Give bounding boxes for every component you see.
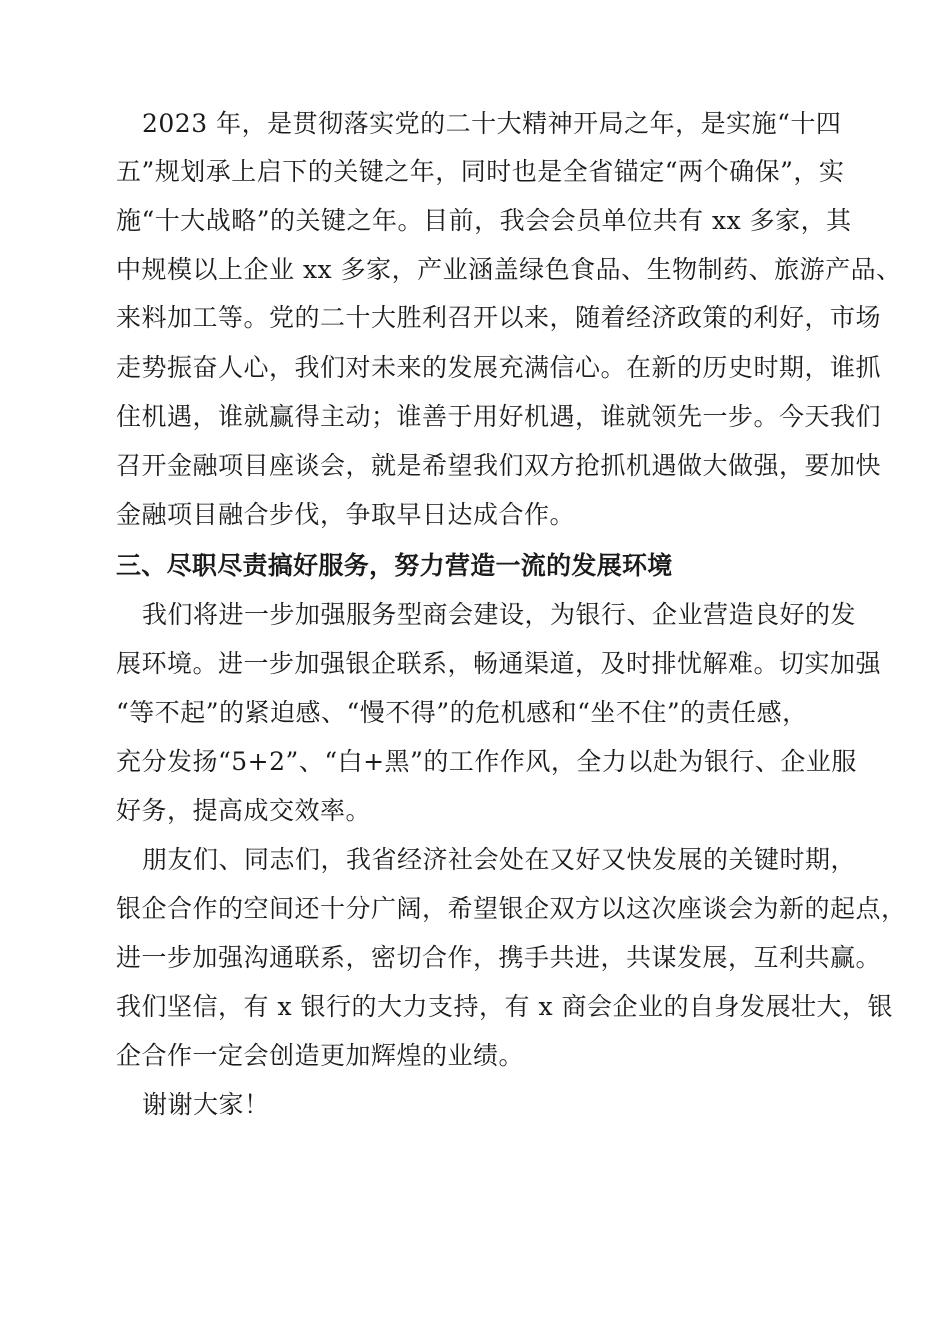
paragraph-2-line-3: “等不起”的紧迫感、“慢不得”的危机感和“坐不住”的责任感， [116, 698, 808, 727]
paragraph-2-line-5: 好务，提高成交效率。 [116, 796, 372, 825]
paragraph-3-line-2: 银企合作的空间还十分广阔，希望银企双方以这次座谈会为新的起点， [116, 894, 907, 923]
paragraph-1-line-8: 召开金融项目座谈会，就是希望我们双方抢抓机遇做大做强，要加快 [116, 451, 882, 480]
paragraph-1-line-5: 来料加工等。党的二十大胜利召开以来，随着经济政策的利好，市场 [116, 303, 882, 332]
paragraph-3-line-5: 企合作一定会创造更加辉煌的业绩。 [116, 1041, 525, 1070]
paragraph-1-line-9: 金融项目融合步伐，争取早日达成合作。 [116, 500, 576, 529]
paragraph-2-line-4: 充分发扬“5+2”、“白+黑”的工作作风，全力以赴为银行、企业服 [116, 747, 857, 776]
paragraph-1-line-6: 走势振奋人心，我们对未来的发展充满信心。在新的历史时期，谁抓 [116, 353, 882, 382]
paragraph-1-line-7: 住机遇，谁就赢得主动；谁善于用好机遇，谁就领先一步。今天我们 [116, 402, 882, 431]
section-heading: 三、尽职尽责搞好服务，努力营造一流的发展环境 [116, 551, 673, 580]
paragraph-3-line-1: 朋友们、同志们，我省经济社会处在又好又快发展的关键时期， [142, 845, 857, 874]
paragraph-2-line-2: 展环境。进一步加强银企联系，畅通渠道，及时排忧解难。切实加强 [116, 649, 882, 678]
paragraph-3-line-3: 进一步加强沟通联系，密切合作，携手共进，共谋发展，互利共赢。 [116, 943, 882, 972]
paragraph-1-line-2: 五”规划承上启下的关键之年，同时也是全省锚定“两个确保”，实 [116, 157, 845, 186]
paragraph-1-line-1: 2023 年，是贯彻落实党的二十大精神开局之年，是实施“十四 [142, 109, 842, 138]
paragraph-1-line-3: 施“十大战略”的关键之年。目前，我会会员单位共有 xx 多家，其 [116, 206, 852, 235]
closing-line: 谢谢大家！ [142, 1090, 270, 1119]
paragraph-3-line-4: 我们坚信，有 x 银行的大力支持，有 x 商会企业的自身发展壮大，银 [116, 992, 893, 1021]
paragraph-2-line-1: 我们将进一步加强服务型商会建设，为银行、企业营造良好的发 [142, 600, 857, 629]
paragraph-1-line-4: 中规模以上企业 xx 多家，产业涵盖绿色食品、生物制药、旅游产品、 [116, 255, 902, 284]
